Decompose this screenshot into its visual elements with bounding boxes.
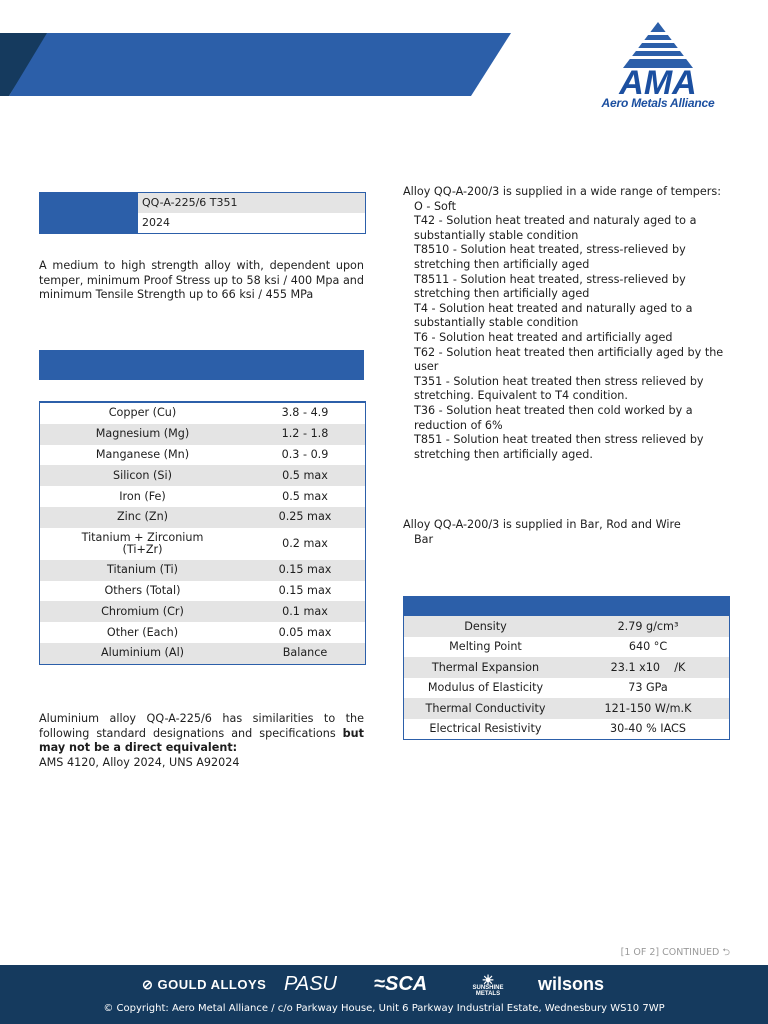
- logo-acronym: AMA: [619, 64, 697, 98]
- chemistry-row: [40, 622, 365, 643]
- forms-line-1: Alloy QQ-A-200/3 is supplied in Bar, Rod and Wire: [403, 518, 681, 531]
- temper-item: T8511 - Solution heat treated, stress-relieved by stretching then artificially aged: [414, 272, 686, 301]
- property-value: 30-40 % IACS: [610, 722, 686, 736]
- physical-properties-table: [403, 616, 730, 740]
- sca-swoosh-icon: ≈: [374, 973, 385, 995]
- element-name: Others (Total): [104, 583, 181, 597]
- element-value: 1.2 - 1.8: [281, 427, 329, 441]
- element-name: Iron (Fe): [119, 489, 166, 503]
- temper-item: T851 - Solution heat treated then stress relieved by stretching then artificially aged.: [414, 433, 704, 461]
- brand-gould-alloys: [142, 977, 266, 993]
- brand-sunshine-label: SUNSHINE METALS: [472, 985, 504, 997]
- brand-gould-alloys-label: GOULD ALLOYS: [157, 977, 267, 992]
- continued-note: [604, 945, 730, 961]
- copyright: © Copyright: Aero Metal Alliance / c/o Parkway House, Unit 6 Parkway Industrial Estate, Wednesbury WS10 7WP: [103, 1003, 665, 1014]
- element-name: Copper (Cu): [108, 406, 177, 420]
- element-name: Titanium (Ti): [107, 563, 178, 577]
- chemistry-row: [40, 560, 365, 581]
- brand-pasu: PASU: [284, 973, 337, 995]
- element-name: Chromium (Cr): [101, 604, 184, 618]
- property-value: 2.79 g/cm³: [617, 619, 679, 633]
- element-value: 0.3 - 0.9: [281, 447, 329, 461]
- element-value: 0.15 max: [278, 563, 332, 577]
- element-value: 0.1 max: [282, 604, 328, 618]
- element-value: 0.15 max: [278, 583, 332, 597]
- physical-row: [404, 698, 729, 719]
- chemistry-row: [40, 465, 365, 486]
- element-name: Silicon (Si): [112, 468, 172, 482]
- property-value: 121-150 W/m.K: [604, 701, 692, 715]
- spec-designation: QQ-A-225/6 T351: [138, 193, 365, 213]
- chemistry-row: [40, 445, 365, 466]
- element-value: 0.25 max: [278, 510, 332, 524]
- physical-row: [404, 657, 729, 678]
- alloy-description: A medium to high strength alloy with, dependent upon temper, minimum Proof Stress up to 58 ksi / 400 Mpa and minimum Tensile Strength up to 66 ksi / 455 MPa: [39, 259, 364, 302]
- temper-item: T42 - Solution heat treated and naturaly aged to a substantially stable condition: [414, 214, 697, 242]
- temper-item: O - Soft: [414, 199, 457, 213]
- property-value: 73 GPa: [628, 681, 668, 695]
- brand-sca-label: SCA: [384, 973, 428, 995]
- property-name: Thermal Conductivity: [425, 701, 546, 715]
- similarities-intro: Aluminium alloy QQ-A-225/6 has similarities to the following standard designations and specifications: [39, 712, 364, 740]
- property-name: Electrical Resistivity: [429, 722, 542, 736]
- property-name: Melting Point: [449, 640, 522, 654]
- element-value: 0.5 max: [282, 468, 328, 482]
- chemistry-header: [39, 350, 364, 380]
- chemistry-row: [40, 581, 365, 602]
- temper-item: T8510 - Solution heat treated, stress-relieved by stretching then artificially aged: [414, 243, 686, 271]
- physical-row: [404, 719, 729, 740]
- element-value: Balance: [282, 646, 328, 660]
- element-name: Magnesium (Mg): [95, 427, 190, 441]
- element-name: Titanium + Zirconium (Ti+Zr): [81, 530, 204, 556]
- chemistry-row: [40, 528, 365, 560]
- physical-row: [404, 616, 729, 637]
- brand-sunshine-metals: [468, 972, 508, 997]
- chemistry-row: [40, 403, 365, 424]
- physical-properties-header: [403, 596, 730, 616]
- property-name: Density: [464, 619, 507, 633]
- spec-box: [39, 192, 366, 234]
- temper-item: T36 - Solution heat treated then cold worked by a reduction of 6%: [414, 403, 693, 432]
- chemistry-row: [40, 643, 365, 664]
- logo-name: Aero Metals Alliance: [601, 96, 715, 110]
- chemistry-row: [40, 486, 365, 507]
- property-name: Modulus of Elasticity: [427, 681, 544, 695]
- physical-row: [404, 637, 729, 658]
- tempers-section: [403, 185, 730, 462]
- chemistry-table: [39, 401, 366, 665]
- forms-line-2: Bar: [414, 532, 434, 546]
- temper-item: T4 - Solution heat treated and naturally aged to a substantially stable condition: [414, 301, 693, 330]
- ama-logo: [592, 20, 724, 112]
- element-name: Aluminium (Al): [100, 646, 185, 660]
- ama-logo-icon: [592, 20, 724, 98]
- temper-item: T62 - Solution heat treated then artificially aged by the user: [414, 345, 724, 374]
- physical-row: [404, 678, 729, 699]
- brand-wilsons: wilsons: [538, 974, 605, 994]
- chemistry-row: [40, 507, 365, 528]
- element-value: 0.2 max: [282, 536, 328, 550]
- temper-item: T351 - Solution heat treated then stress relieved by stretching. Equivalent to T4 condition.: [414, 374, 704, 403]
- brand-sca: [374, 973, 427, 996]
- element-value: 3.8 - 4.9: [281, 406, 329, 420]
- forms-text: [403, 518, 730, 547]
- spec-alloy: 2024: [138, 213, 365, 233]
- continue-arrow-icon: ⮌: [722, 947, 730, 958]
- chemistry-row: [40, 601, 365, 622]
- element-name: Zinc (Zn): [116, 510, 169, 524]
- property-value: 640 °C: [628, 640, 668, 654]
- similarities-caveat: but may not be a direct equivalent:: [39, 726, 364, 755]
- similarities-text: [39, 712, 364, 770]
- similarities-equivalents: AMS 4120, Alloy 2024, UNS A92024: [39, 755, 240, 769]
- spec-box-label-block: [40, 193, 138, 233]
- element-value: 0.5 max: [282, 489, 328, 503]
- element-value: 0.05 max: [278, 625, 332, 639]
- chemistry-row: [40, 424, 365, 445]
- footer: [0, 965, 768, 1024]
- element-name: Other (Each): [106, 625, 179, 639]
- continued-label: [1 OF 2] CONTINUED: [620, 947, 720, 958]
- temper-item: T6 - Solution heat treated and artificially aged: [414, 330, 673, 344]
- property-name: Thermal Expansion: [431, 660, 540, 674]
- element-name: Manganese (Mn): [95, 447, 190, 461]
- property-value: 23.1 x10 /K: [610, 660, 686, 674]
- tempers-intro: Alloy QQ-A-200/3 is supplied in a wide range of tempers:: [403, 185, 721, 198]
- brand-strip: [0, 973, 768, 999]
- gould-alloys-icon: ⊘: [142, 977, 154, 992]
- sunshine-flame-icon: ☀: [481, 972, 495, 988]
